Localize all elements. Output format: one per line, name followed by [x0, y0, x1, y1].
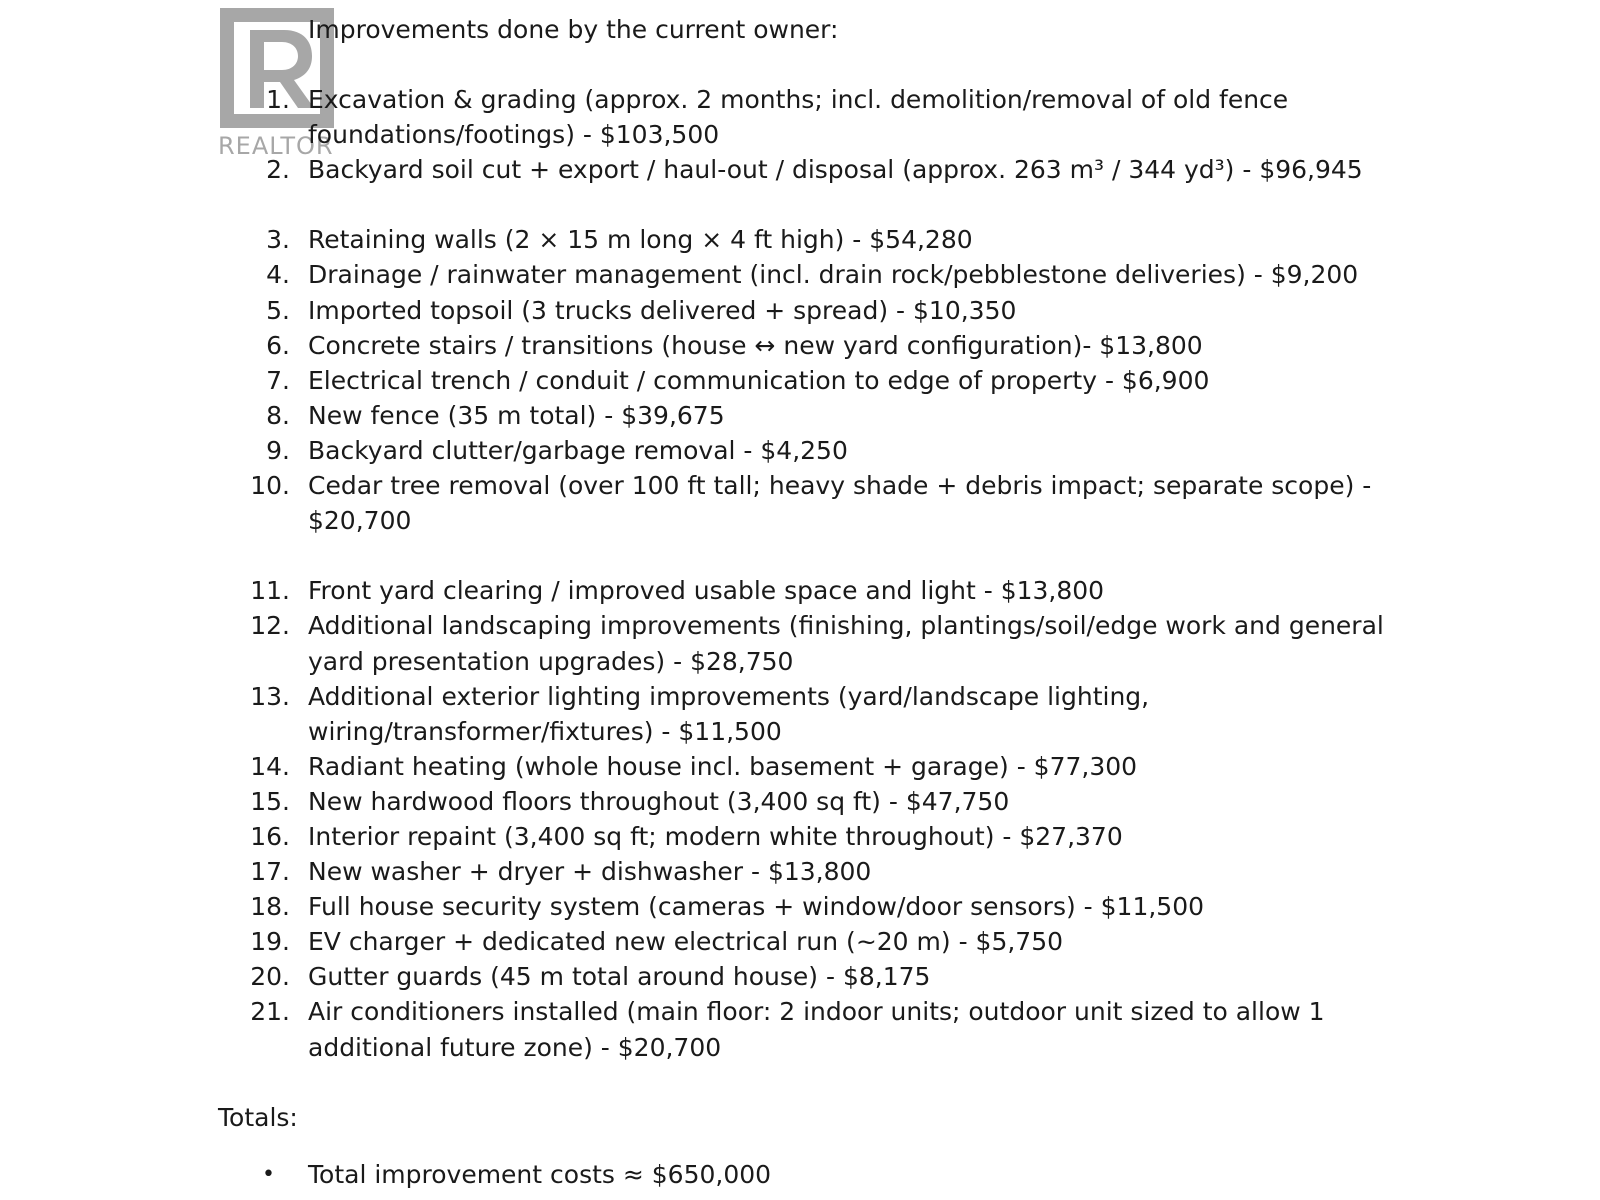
item-text: Electrical trench / conduit / communication to edge of property - $6,900: [308, 365, 1210, 395]
item-number: 13.: [250, 681, 290, 711]
list-item: [0, 959, 1600, 994]
item-text: Excavation & grading (approx. 2 months; incl. demolition/removal of old fence foundations/footings) - $103,500: [308, 85, 1289, 150]
list-item: [0, 784, 1600, 819]
list-item: [0, 924, 1600, 959]
totals-label: Totals:: [218, 1103, 298, 1132]
list-item: [0, 679, 1600, 749]
item-number: 11.: [250, 576, 290, 606]
list-item: [0, 749, 1600, 784]
item-number: 1.: [266, 85, 290, 114]
item-number: 9.: [266, 435, 290, 465]
bullet-icon: •: [262, 1162, 275, 1187]
list-item: [0, 819, 1600, 854]
item-text: Gutter guards (45 m total around house) - $8,175: [308, 962, 931, 992]
item-number: 2.: [266, 155, 290, 185]
item-number: 4.: [266, 260, 290, 290]
item-text: Retaining walls (2 × 15 m long × 4 ft high) - $54,280: [308, 225, 973, 255]
item-text: Backyard soil cut + export / haul-out / disposal (approx. 263 m³ / 344 yd³) - $96,945: [308, 155, 1363, 185]
item-number: 3.: [266, 225, 290, 255]
list-item: [0, 573, 1600, 608]
improvements-list: [0, 82, 1600, 1065]
item-number: 21.: [250, 997, 290, 1027]
list-item: [0, 398, 1600, 433]
list-item: [0, 152, 1600, 187]
realtor-wordmark: REALTOR: [218, 132, 334, 160]
list-item: [0, 257, 1600, 292]
list-item: [0, 363, 1600, 398]
item-number: 14.: [250, 751, 290, 781]
list-item: [0, 82, 1600, 152]
item-number: 8.: [266, 400, 290, 430]
item-text: Imported topsoil (3 trucks delivered + spread) - $10,350: [308, 295, 1017, 325]
item-text: Backyard clutter/garbage removal - $4,250: [308, 435, 848, 465]
item-number: 5.: [266, 295, 290, 325]
item-text: New hardwood floors throughout (3,400 sq ft) - $47,750: [308, 786, 1010, 816]
item-text: New fence (35 m total) - $39,675: [308, 400, 725, 430]
item-number: 10.: [250, 471, 290, 501]
item-number: 18.: [250, 892, 290, 922]
page-heading: Improvements done by the current owner:: [308, 15, 839, 44]
list-item: [0, 293, 1600, 328]
list-item: [0, 222, 1600, 257]
item-number: 6.: [266, 330, 290, 360]
item-number: 12.: [250, 611, 290, 641]
item-text: Radiant heating (whole house incl. basement + garage) - $77,300: [308, 751, 1138, 781]
item-number: 7.: [266, 365, 290, 395]
item-number: 17.: [250, 857, 290, 887]
total-cost-text: Total improvement costs ≈ $650,000: [308, 1160, 772, 1189]
list-item: [0, 433, 1600, 468]
list-item: [0, 608, 1600, 678]
item-text: Air conditioners installed (main floor: 2 indoor units; outdoor unit sized to allow 1 additional future zone) - $20,700: [308, 997, 1325, 1062]
item-number: 15.: [250, 786, 290, 816]
item-text: Drainage / rainwater management (incl. drain rock/pebblestone deliveries) - $9,200: [308, 260, 1359, 290]
list-item: [0, 328, 1600, 363]
item-text: Interior repaint (3,400 sq ft; modern white throughout) - $27,370: [308, 821, 1123, 851]
item-text: Concrete stairs / transitions (house ↔ new yard configuration)- $13,800: [308, 330, 1203, 360]
item-text: Cedar tree removal (over 100 ft tall; heavy shade + debris impact; separate scope) - $20,700: [308, 471, 1372, 536]
item-number: 20.: [250, 962, 290, 992]
item-text: Additional exterior lighting improvements (yard/landscape lighting, wiring/transformer/fixtures) - $11,500: [308, 681, 1150, 746]
item-text: Front yard clearing / improved usable space and light - $13,800: [308, 576, 1105, 606]
list-item: [0, 468, 1600, 538]
item-number: 19.: [250, 927, 290, 957]
item-text: EV charger + dedicated new electrical run (~20 m) - $5,750: [308, 927, 1064, 957]
item-text: New washer + dryer + dishwasher - $13,800: [308, 857, 872, 887]
list-item: [0, 889, 1600, 924]
list-item: [0, 994, 1600, 1064]
item-text: Full house security system (cameras + window/door sensors) - $11,500: [308, 892, 1205, 922]
item-text: Additional landscaping improvements (finishing, plantings/soil/edge work and general yard presentation upgrades) - $28,750: [308, 611, 1384, 676]
list-item: [0, 854, 1600, 889]
item-number: 16.: [250, 821, 290, 851]
